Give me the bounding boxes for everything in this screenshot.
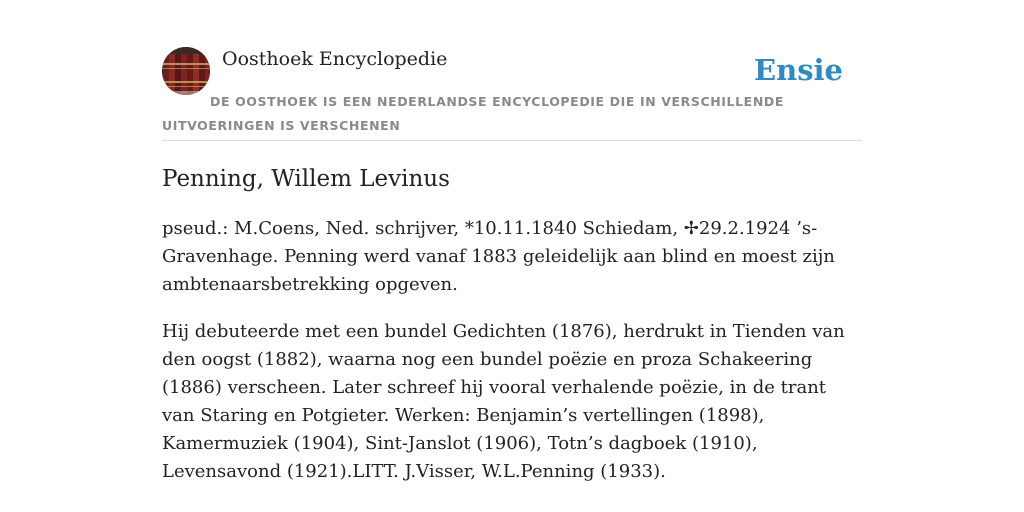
article-paragraph: pseud.: M.Coens, Ned. schrijver, *10.11.1840 Schiedam, ✢29.2.1924 ’s-Gravenhage. Penning werd vanaf 1883 geleidelijk aan blind en moest zijn ambtenaarsbetrekking opgeven. <box>162 218 835 295</box>
source-header <box>162 46 862 141</box>
article-title: Penning, Willem Levinus <box>162 166 450 192</box>
article-content <box>162 162 862 486</box>
ensie-logo-link[interactable]: Ensie <box>754 53 843 87</box>
book-spines-icon[interactable] <box>162 47 210 95</box>
source-tagline: DE OOSTHOEK IS EEN NEDERLANDSE ENCYCLOPEDIE DIE IN VERSCHILLENDE UITVOERINGEN IS VERSCHENEN <box>162 94 784 133</box>
article-paragraph: Hij debuteerde met een bundel Gedichten (1876), herdrukt in Tienden van den oogst (1882), waarna nog een bundel poëzie en proza Schakeering (1886) verscheen. Later schreef hij vooral verhalende poëzie, in de trant van Staring en Potgieter. Werken: Benjamin’s vertellingen (1898), Kamermuziek (1904), Sint-Janslot (1906), Totn’s dagboek (1910), Levensavond (1921).LITT. J.Visser, W.L.Penning (1933). <box>162 321 845 482</box>
source-title[interactable]: Oosthoek Encyclopedie <box>222 48 448 70</box>
